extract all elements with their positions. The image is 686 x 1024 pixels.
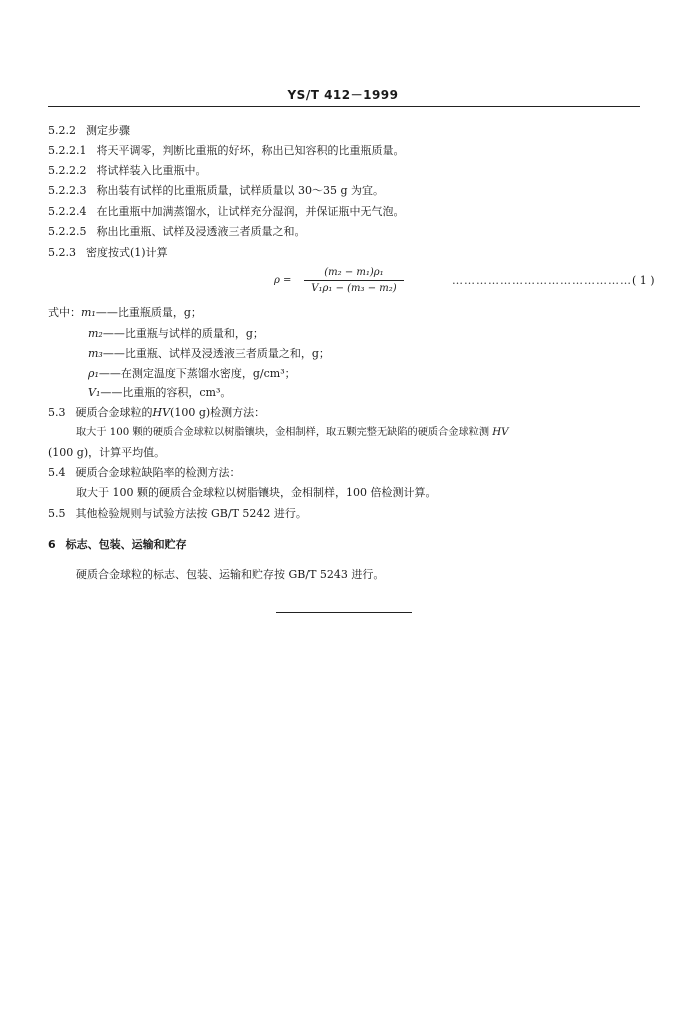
clause-5-2-2-1: [48, 144, 404, 158]
clause-5-2-2-4: [48, 205, 404, 219]
symbol-rho1: ρ₁: [88, 367, 99, 380]
leader-dots: ………………………………………: [452, 274, 632, 287]
hv-symbol: HV: [492, 427, 509, 438]
clause-5-2-2: [48, 124, 130, 138]
clause-5-2-2-3: [48, 184, 384, 198]
clause-5-4-body: [76, 486, 436, 500]
section-number: 6: [48, 538, 56, 551]
clause-text: 将天平调零，判断比重瓶的好坏，称出已知容积的比重瓶质量。: [96, 144, 405, 157]
clause-number: 5.4: [48, 466, 66, 479]
symbol-v1: V₁: [88, 386, 101, 399]
equation-number-line: [452, 274, 655, 287]
clause-number: 5.2.2.4: [48, 205, 87, 218]
formula-numerator: (m₂ − m₁)ρ₁: [324, 267, 384, 278]
clause-5-4-title: [48, 466, 241, 480]
clause-5-2-2-2: [48, 164, 206, 178]
section-6-heading: [48, 538, 187, 552]
density-formula: [274, 266, 424, 296]
standard-header: YS/T 412－1999: [287, 88, 399, 102]
clause-number: 5.2.3: [48, 246, 76, 259]
definition-text: ——比重瓶的容积，cm³。: [100, 386, 232, 399]
clause-text: 硬质合金球粒的: [75, 406, 153, 419]
clause-text: 密度按式(1)计算: [86, 246, 168, 259]
formula-fraction: [304, 266, 404, 295]
clause-number: 5.2.2.3: [48, 184, 87, 197]
symbol-m1: m₁: [81, 306, 96, 319]
formula-denominator: V₁ρ₁ − (m₃ − m₂): [311, 283, 397, 294]
clause-5-3-body-2: [48, 446, 165, 460]
header-rule: [48, 106, 640, 107]
body-text: 取大于 100 颗的硬质合金球粒以树脂镶块，金相制样，100 倍检测计算。: [76, 486, 437, 499]
body-text: (100 g)，计算平均值。: [48, 446, 166, 459]
clause-text: 其他检验规则与试验方法按 GB/T 5242 进行。: [75, 507, 307, 520]
definition-text: ——在测定温度下蒸馏水密度，g/cm³；: [98, 367, 296, 380]
clause-text: (100 g)检测方法：: [170, 406, 266, 419]
clause-text: 称出比重瓶、试样及浸透液三者质量之和。: [96, 225, 306, 238]
definition-text: ——比重瓶质量，g；: [95, 306, 202, 319]
body-text: 硬质合金球粒的标志、包装、运输和贮存按 GB/T 5243 进行。: [76, 568, 385, 581]
clause-text: 在比重瓶中加满蒸馏水，让试样充分湿润，并保证瓶中无气泡。: [96, 205, 405, 218]
section-6-body: [76, 568, 384, 582]
body-text: 取大于 100 颗的硬质合金球粒以树脂镶块，金相制样，取五颗完整无缺陷的硬质合金球粒测: [76, 427, 490, 438]
clause-number: 5.2.2.2: [48, 164, 87, 177]
formula-lhs: ρ =: [274, 275, 292, 286]
clause-5-5: [48, 507, 307, 521]
clause-number: 5.2.2.5: [48, 225, 87, 238]
clause-number: 5.2.2: [48, 124, 76, 137]
clause-text: 称出装有试样的比重瓶质量，试样质量以 30～35 g 为宜。: [96, 184, 385, 197]
clause-5-2-2-5: [48, 225, 305, 239]
definition-text: ——比重瓶与试样的质量和，g；: [102, 327, 264, 340]
definition-row-1: [48, 306, 202, 320]
symbol-m2: m₂: [88, 327, 103, 340]
fraction-bar: [304, 280, 404, 281]
definitions-intro: 式中：: [48, 306, 81, 319]
clause-5-2-3: [48, 246, 168, 260]
clause-5-3-body-1: [76, 426, 509, 440]
definition-row-5: [88, 386, 231, 400]
hv-symbol: HV: [152, 406, 171, 419]
definition-text: ——比重瓶、试样及浸透液三者质量之和，g；: [102, 347, 330, 360]
section-title: 标志、包装、运输和贮存: [65, 538, 187, 551]
clause-text: 将试样装入比重瓶中。: [96, 164, 207, 177]
clause-number: 5.3: [48, 406, 66, 419]
clause-5-3-title: [48, 406, 265, 420]
definition-row-4: [88, 367, 296, 381]
clause-text: 硬质合金球粒缺陷率的检测方法：: [75, 466, 241, 479]
clause-number: 5.2.2.1: [48, 144, 87, 157]
clause-text: 测定步骤: [86, 124, 130, 137]
clause-number: 5.5: [48, 507, 66, 520]
definition-row-2: [88, 327, 264, 341]
equation-number: ( 1 ): [632, 274, 655, 287]
symbol-m3: m₃: [88, 347, 103, 360]
end-rule: [276, 612, 412, 613]
definition-row-3: [88, 347, 330, 361]
